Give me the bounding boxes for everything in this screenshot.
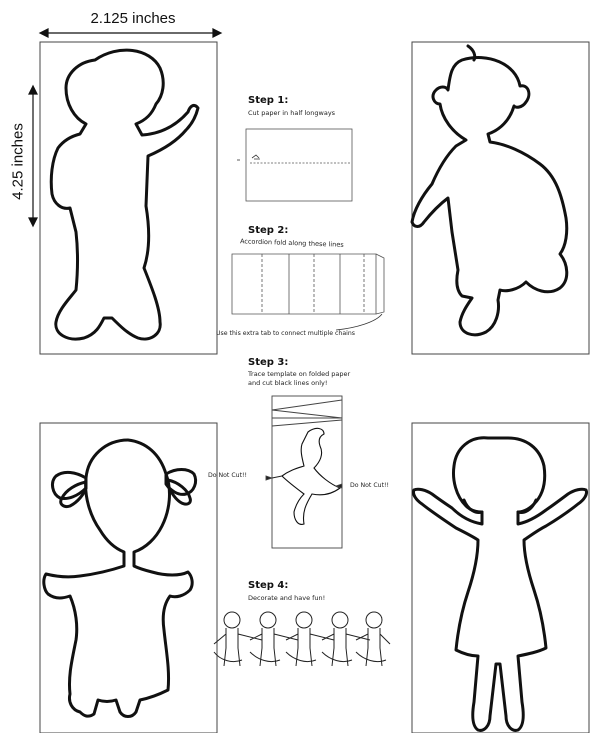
step3-right-callout: Do Not Cut!! <box>350 482 389 489</box>
boy-outline-1 <box>51 50 198 339</box>
step1-diagram <box>237 129 352 201</box>
step1-title: Step 1: <box>248 95 289 106</box>
height-label: 4.25 inches <box>9 123 27 200</box>
step2-note: Use this extra tab to connect multiple chains <box>216 330 356 337</box>
panel-girl-bottom-right <box>412 423 589 733</box>
boy-outline-2 <box>412 46 567 335</box>
step2-diagram <box>232 254 384 330</box>
width-arrow <box>40 29 221 37</box>
height-arrow <box>29 86 37 226</box>
girl-outline-2 <box>413 438 586 731</box>
step1-text: Cut paper in half longways <box>248 109 336 117</box>
step3-diagram <box>266 396 342 548</box>
step3-text-line2: and cut black lines only! <box>248 379 328 387</box>
step3-text-line1: Trace template on folded paper <box>248 370 351 378</box>
step4-title: Step 4: <box>248 580 289 591</box>
step2-title: Step 2: <box>248 225 289 236</box>
step3-title: Step 3: <box>248 357 289 368</box>
girl-outline-1 <box>44 440 196 717</box>
width-label: 2.125 inches <box>90 10 176 27</box>
step3-left-callout: Do Not Cut!! <box>208 472 247 479</box>
step2-text: Accordion fold along these lines <box>239 237 344 249</box>
step4-diagram <box>214 612 390 666</box>
step4-text: Decorate and have fun! <box>248 594 326 602</box>
